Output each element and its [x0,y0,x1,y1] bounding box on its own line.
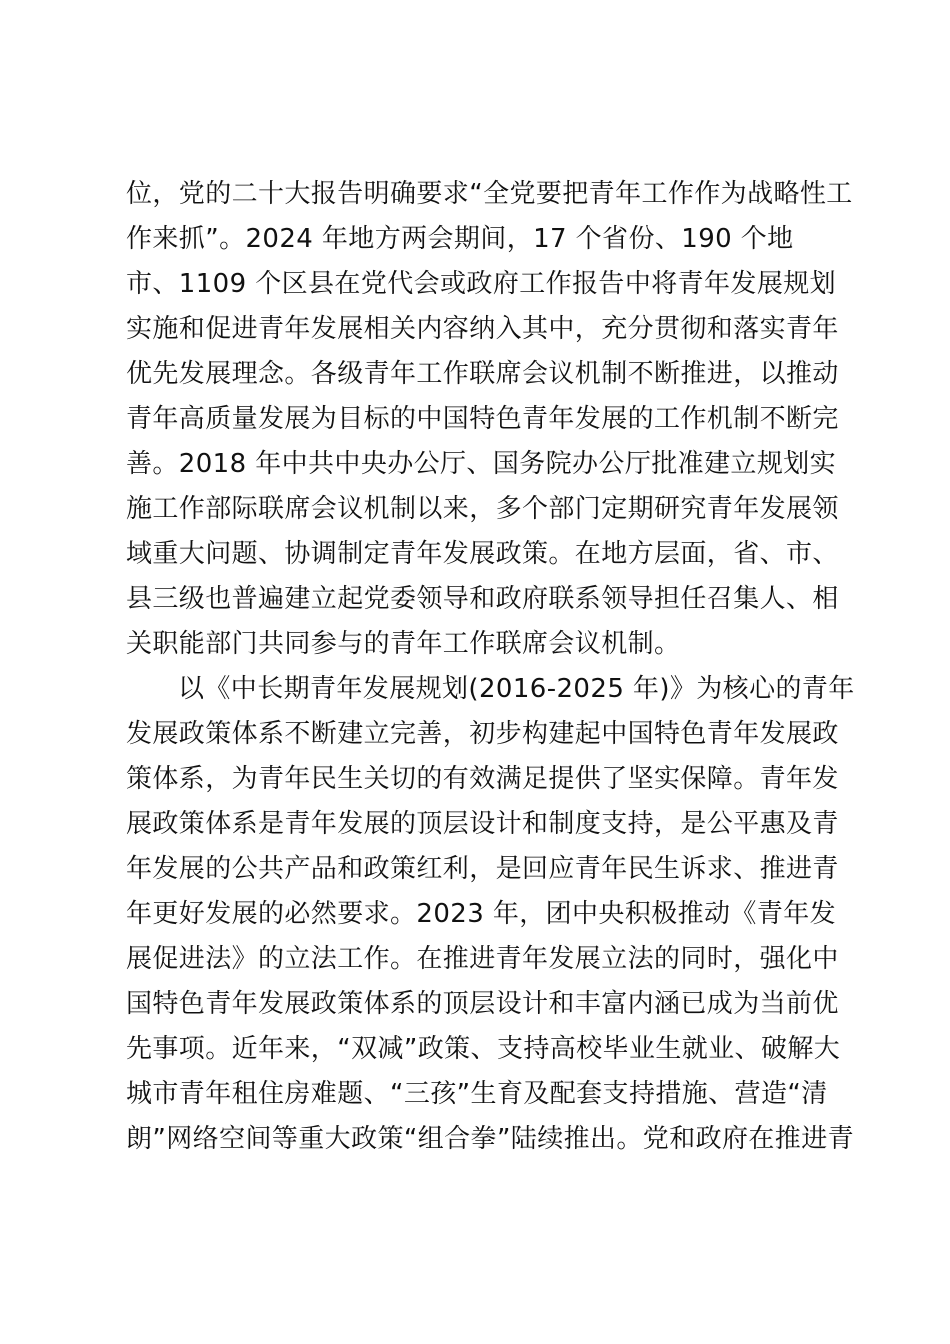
text-line: 国特色青年发展政策体系的顶层设计和丰富内涵已成为当前优 [126,989,839,1019]
text-line: 施工作部际联席会议机制以来，多个部门定期研究青年发展领 [126,494,839,524]
text-line: 城市青年租住房难题、“三孩”生育及配套支持措施、营造“清 [126,1079,828,1109]
paragraph-start-line: 以《中长期青年发展规划(2016-2025 年)》为核心的青年 [178,674,855,704]
text-line: 善。2018 年中共中央办公厅、国务院办公厅批准建立规划实 [126,449,837,479]
text-line: 关职能部门共同参与的青年工作联席会议机制。 [126,629,681,659]
text-line: 市、1109 个区县在党代会或政府工作报告中将青年发展规划 [126,269,837,299]
text-line: 年发展的公共产品和政策红利，是回应青年民生诉求、推进青 [126,854,839,884]
body-text [126,172,855,1162]
text-line: 展促进法》的立法工作。在推进青年发展立法的同时，强化中 [126,944,839,974]
text-line: 实施和促进青年发展相关内容纳入其中，充分贯彻和落实青年 [126,314,839,344]
text-line: 发展政策体系不断建立完善，初步构建起中国特色青年发展政 [126,719,839,749]
text-line: 策体系，为青年民生关切的有效满足提供了坚实保障。青年发 [126,764,839,794]
text-line: 先事项。近年来，“双减”政策、支持高校毕业生就业、破解大 [126,1034,841,1064]
text-line: 域重大问题、协调制定青年发展政策。在地方层面，省、市、 [126,539,839,569]
text-line: 展政策体系是青年发展的顶层设计和制度支持，是公平惠及青 [126,809,839,839]
text-line: 青年高质量发展为目标的中国特色青年发展的工作机制不断完 [126,404,839,434]
text-line: 朗”网络空间等重大政策“组合拳”陆续推出。党和政府在推进青 [126,1124,855,1154]
text-line: 县三级也普遍建立起党委领导和政府联系领导担任召集人、相 [126,584,839,614]
text-line: 位，党的二十大报告明确要求“全党要把青年工作作为战略性工 [126,179,853,209]
text-line: 作来抓”。2024 年地方两会期间，17 个省份、190 个地 [126,224,794,254]
text-line: 年更好发展的必然要求。2023 年，团中央积极推动《青年发 [126,899,837,929]
text-line: 优先发展理念。各级青年工作联席会议机制不断推进，以推动 [126,359,839,389]
